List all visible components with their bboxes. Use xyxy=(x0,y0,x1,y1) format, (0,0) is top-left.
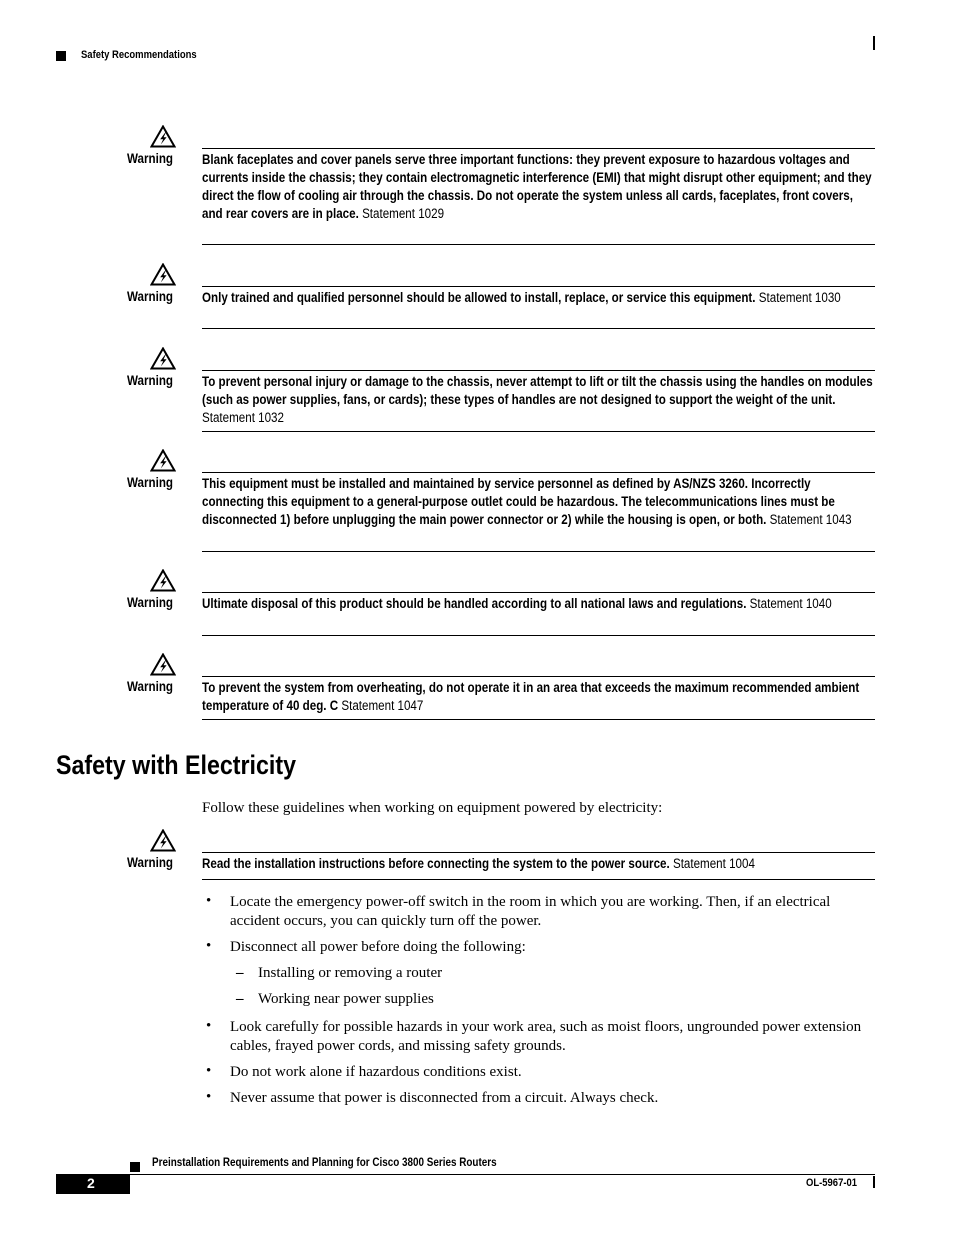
warning-bottom-rule xyxy=(202,244,875,245)
dash-marker: – xyxy=(236,965,244,981)
header-rule xyxy=(873,36,875,50)
warning-bottom-rule xyxy=(202,635,875,636)
warning-label: Warning xyxy=(127,151,174,166)
warning-text: To prevent personal injury or damage to the chassis, never attempt to lift or tilt the chassis using the handles on modules (such as power supplies, fans, or cards); these types of handles are not designed to support the weight of the unit. Statement 1032 xyxy=(202,374,873,425)
warning-icon xyxy=(150,653,176,676)
warning-label: Warning xyxy=(127,855,174,870)
warning-text: Read the installation instructions before connecting the system to the power source. Statement 1004 xyxy=(202,856,755,871)
footer-title: Preinstallation Requirements and Planning for Cisco 3800 Series Routers xyxy=(152,1157,497,1169)
footer-rule xyxy=(130,1174,875,1175)
warning-label: Warning xyxy=(127,679,174,694)
statement-ref: Statement 1047 xyxy=(341,698,424,713)
header-marker xyxy=(56,51,66,61)
section-heading: Safety with Electricity xyxy=(56,750,297,780)
warning-top-rule xyxy=(202,286,875,287)
warning-icon xyxy=(150,347,176,370)
warning-text: Ultimate disposal of this product should be handled according to all national laws and regulations. Statement 1040 xyxy=(202,596,832,611)
statement-ref: Statement 1043 xyxy=(769,512,852,527)
statement-ref: Statement 1030 xyxy=(758,290,841,305)
bullet-marker: • xyxy=(206,1018,212,1034)
statement-ref: Statement 1032 xyxy=(202,410,284,425)
warning-icon xyxy=(150,125,176,148)
section-intro: Follow these guidelines when working on equipment powered by electricity: xyxy=(202,800,663,816)
warning-bottom-rule xyxy=(202,551,875,552)
sub-list-item: Installing or removing a router xyxy=(258,965,443,981)
bullet-marker: • xyxy=(206,1089,212,1105)
warning-icon xyxy=(150,449,176,472)
list-item: Locate the emergency power-off switch in the room in which you are working. Then, if an electrical accident occurs, you can quickly turn off the power. xyxy=(230,894,831,929)
warning-icon xyxy=(150,829,176,852)
warning-text: Only trained and qualified personnel should be allowed to install, replace, or service this equipment. Statement 1030 xyxy=(202,290,841,305)
warning-label: Warning xyxy=(127,475,174,490)
page-number: 2 xyxy=(87,1175,95,1191)
bullet-marker: • xyxy=(206,1063,212,1079)
warning-icon xyxy=(150,569,176,592)
warning-top-rule xyxy=(202,148,875,149)
warning-label: Warning xyxy=(127,289,174,304)
warning-bottom-rule xyxy=(202,328,875,329)
footer-vertical-rule xyxy=(873,1176,875,1188)
warning-label: Warning xyxy=(127,595,174,610)
warning-top-rule xyxy=(202,592,875,593)
statement-ref: Statement 1004 xyxy=(672,856,755,871)
statement-ref: Statement 1040 xyxy=(749,596,832,611)
bullet-marker: • xyxy=(206,893,212,909)
footer-marker xyxy=(130,1162,140,1172)
list-item: Disconnect all power before doing the following: xyxy=(230,939,526,955)
warning-top-rule xyxy=(202,852,875,853)
list-item: Look carefully for possible hazards in your work area, such as moist floors, ungrounded power extension cables, frayed power cords, and missing safety grounds. xyxy=(230,1019,862,1054)
document-id: OL-5967-01 xyxy=(806,1177,858,1189)
warning-top-rule xyxy=(202,472,875,473)
warning-icon xyxy=(150,263,176,286)
bullet-marker: • xyxy=(206,938,212,954)
warning-text: To prevent the system from overheating, do not operate it in an area that exceeds the maximum recommended ambient temperature of 40 deg. C Statement 1047 xyxy=(202,680,860,713)
warning-text: Blank faceplates and cover panels serve three important functions: they prevent exposure to hazardous voltages and currents inside the chassis; they contain electromagnetic interference (EMI) that might disrupt other equipment; and they direct the flow of cooling air through the chassis. Do not operate the system unless all cards, faceplates, front covers, and rear covers are in place. Statement 1029 xyxy=(202,152,872,221)
warning-bottom-rule xyxy=(202,879,875,880)
sub-list-item: Working near power supplies xyxy=(258,991,434,1007)
warning-bottom-rule xyxy=(202,431,875,432)
running-header: Safety Recommendations xyxy=(81,49,197,61)
statement-ref: Statement 1029 xyxy=(362,206,445,221)
warning-top-rule xyxy=(202,370,875,371)
warning-label: Warning xyxy=(127,373,174,388)
dash-marker: – xyxy=(236,991,244,1007)
list-item: Never assume that power is disconnected from a circuit. Always check. xyxy=(230,1090,659,1106)
warning-top-rule xyxy=(202,676,875,677)
warning-bottom-rule xyxy=(202,719,875,720)
warning-text: This equipment must be installed and maintained by service personnel as defined by AS/NZS 3260. Incorrectly connecting this equipment to a general-purpose outlet could be hazardous. The telecommunications lines must be disconnected 1) before unplugging the main power connector or 2) while the housing is open, or both. Statement 1043 xyxy=(202,476,852,527)
list-item: Do not work alone if hazardous conditions exist. xyxy=(230,1064,522,1080)
